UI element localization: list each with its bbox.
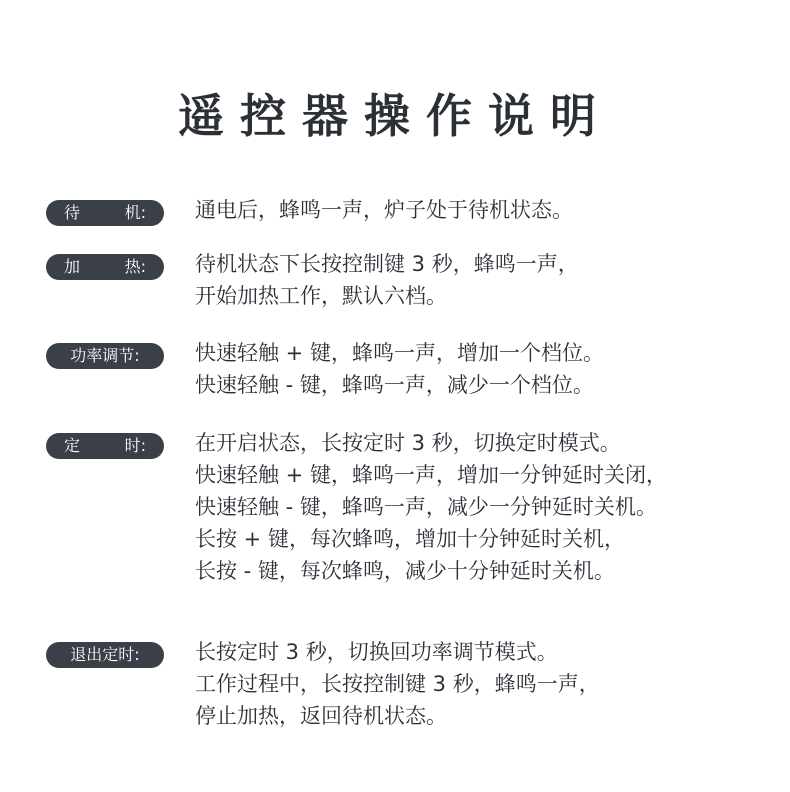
- label-badge-timer: [46, 433, 164, 459]
- page-title: 遥控器操作说明: [178, 89, 612, 143]
- instruction-line: 长按定时 3 秒，切换回功率调节模式。: [195, 640, 558, 664]
- instruction-line: 快速轻触 - 键，蜂鸣一声，减少一个档位。: [195, 373, 594, 397]
- label-part: 热:: [124, 257, 146, 276]
- instruction-line: 待机状态下长按控制键 3 秒，蜂鸣一声，: [195, 252, 579, 276]
- instruction-line: 开始加热工作，默认六档。: [195, 284, 447, 308]
- instruction-lines: [195, 337, 775, 401]
- instruction-line: 停止加热，返回待机状态。: [195, 704, 447, 728]
- label-badge-power-adjust: 功率调节:: [46, 343, 164, 369]
- label-part: 定: [64, 436, 81, 455]
- instruction-line: 工作过程中，长按控制键 3 秒，蜂鸣一声，: [195, 672, 600, 696]
- instruction-line: 快速轻触 - 键，蜂鸣一声，减少一分钟延时关机。: [195, 495, 657, 519]
- instruction-lines: [195, 248, 775, 312]
- instruction-line: 快速轻触 + 键，蜂鸣一声，增加一分钟延时关闭，: [195, 463, 667, 487]
- label-part: 时:: [124, 436, 146, 455]
- instruction-line: 通电后，蜂鸣一声，炉子处于待机状态。: [195, 198, 573, 222]
- label-badge-exit-timer: 退出定时:: [46, 642, 164, 668]
- instruction-line: 长按 + 键，每次蜂鸣，增加十分钟延时关机，: [195, 527, 625, 551]
- instruction-line: 在开启状态，长按定时 3 秒，切换定时模式。: [195, 431, 621, 455]
- instruction-lines: [195, 194, 775, 226]
- label-part: 加: [64, 257, 81, 276]
- label-badge-heating: [46, 254, 164, 280]
- instruction-line: 长按 - 键，每次蜂鸣，减少十分钟延时关机。: [195, 559, 615, 583]
- label-badge-standby: [46, 200, 164, 226]
- instruction-lines: [195, 427, 775, 587]
- instruction-lines: [195, 636, 775, 732]
- label-part: 机:: [124, 203, 146, 222]
- label-part: 待: [64, 203, 81, 222]
- instruction-line: 快速轻触 + 键，蜂鸣一声，增加一个档位。: [195, 341, 604, 365]
